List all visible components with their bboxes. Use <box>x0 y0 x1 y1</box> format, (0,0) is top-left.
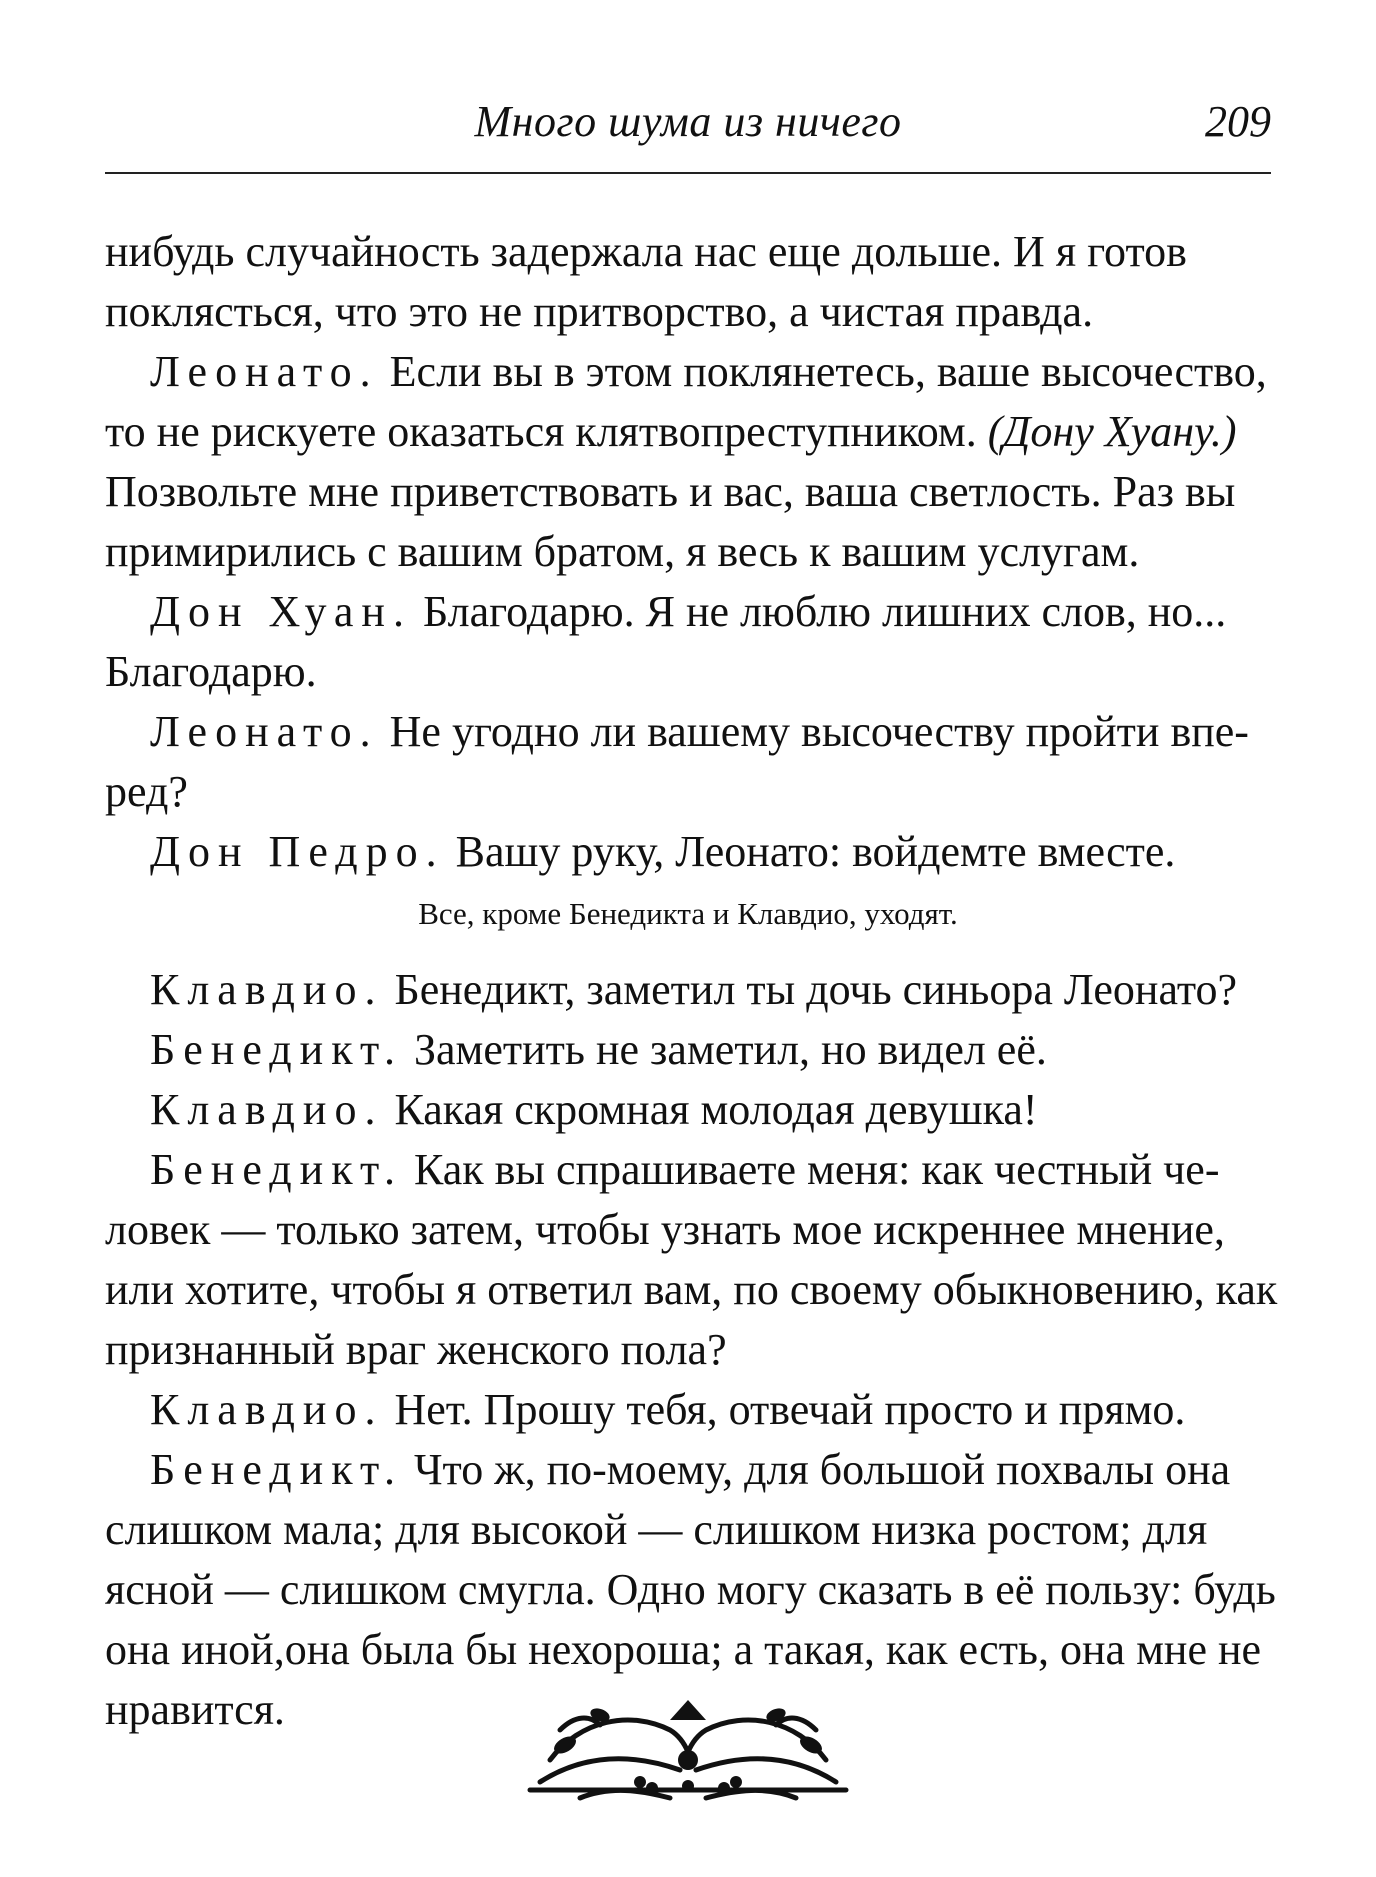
speaker-name: Клавдио. <box>150 1085 384 1134</box>
text-line <box>105 762 1271 822</box>
text-line <box>105 1440 1271 1500</box>
text-line <box>105 582 1271 642</box>
line-text: то не рискуете оказаться клятвопреступником. <box>105 407 988 456</box>
line-text: ясной — слишком смугла. Одно могу сказать в её пользу: будь <box>105 1565 1276 1614</box>
text-line <box>105 402 1271 462</box>
speaker-name: Клавдио. <box>150 1385 384 1434</box>
line-text: или хотите, чтобы я ответил вам, по своему обыкновению, как <box>105 1265 1278 1314</box>
line-text: Если вы в этом поклянетесь, ваше высочество, <box>378 347 1267 396</box>
text-line <box>105 462 1271 522</box>
text-line <box>105 1620 1271 1680</box>
speaker-name: Бенедикт. <box>150 1145 403 1194</box>
speaker-name: Клавдио. <box>150 965 384 1014</box>
speaker-name: Леонато. <box>150 347 379 396</box>
text-line <box>105 1140 1271 1200</box>
inline-stage-direction: (Дону Хуану.) <box>987 407 1237 456</box>
running-title: Много шума из ничего <box>474 97 902 146</box>
text-line <box>105 960 1271 1020</box>
line-text: Какая скромная молодая девушка! <box>383 1085 1038 1134</box>
line-text: ловек — только затем, чтобы узнать мое искреннее мнение, <box>105 1205 1225 1254</box>
text-line <box>105 282 1271 342</box>
line-text: поклясться, что это не притворство, а чистая правда. <box>105 287 1094 336</box>
page-number: 209 <box>1205 97 1271 146</box>
line-text: нравится. <box>105 1685 285 1734</box>
line-text: Как вы спрашиваете меня: как честный че- <box>402 1145 1220 1194</box>
text-line <box>105 702 1271 762</box>
speaker-name: Дон Педро. <box>150 827 445 876</box>
text-line <box>105 1380 1271 1440</box>
text-line <box>105 1320 1271 1380</box>
line-text: Не угодно ли вашему высочеству пройти впе- <box>378 707 1249 756</box>
line-text: примирились с вашим братом, я весь к вашим услугам. <box>105 527 1140 576</box>
text-line <box>105 822 1271 882</box>
text-line <box>105 1020 1271 1080</box>
line-text: Благодарю. <box>105 647 317 696</box>
line-text: Позвольте мне приветствовать и вас, ваша светлость. Раз вы <box>105 467 1236 516</box>
running-header <box>105 96 1271 156</box>
text-line <box>105 1200 1271 1260</box>
text-line <box>105 642 1271 702</box>
stage-direction: Все, кроме Бенедикта и Клавдио, уходят. <box>418 896 958 931</box>
text-line <box>105 1260 1278 1320</box>
text-line <box>105 1560 1276 1620</box>
speaker-name: Дон Хуан. <box>150 587 412 636</box>
speaker-name: Бенедикт. <box>150 1445 403 1494</box>
line-text: ред? <box>105 767 188 816</box>
line-text: Заметить не заметил, но видел её. <box>402 1025 1047 1074</box>
header-rule <box>105 172 1271 174</box>
text-line <box>105 342 1271 402</box>
line-text: Благодарю. Я не люблю лишних слов, но... <box>411 587 1227 636</box>
line-text: Вашу руку, Леонато: войдемте вместе. <box>444 827 1176 876</box>
text-line <box>105 1080 1271 1140</box>
floral-tailpiece-ornament-icon <box>520 1690 856 1808</box>
line-text: Бенедикт, заметил ты дочь синьора Леонато? <box>383 965 1238 1014</box>
text-line <box>105 522 1271 582</box>
line-text: Нет. Прошу тебя, отвечай просто и прямо. <box>383 1385 1186 1434</box>
line-text: она иной,она была бы нехороша; а такая, как есть, она мне не <box>105 1625 1262 1674</box>
line-text: Что ж, по-моему, для большой похвалы она <box>402 1445 1231 1494</box>
text-line <box>105 1500 1271 1560</box>
dialogue-block-2 <box>105 960 1278 1740</box>
dialogue-block-1 <box>105 222 1271 882</box>
text-line <box>105 222 1271 282</box>
line-text: нибудь случайность задержала нас еще дольше. И я готов <box>105 227 1187 276</box>
speaker-name: Леонато. <box>150 707 379 756</box>
line-text: признанный враг женского пола? <box>105 1325 727 1374</box>
page-body <box>105 222 1278 1740</box>
line-text: слишком мала; для высокой — слишком низка ростом; для <box>105 1505 1208 1554</box>
speaker-name: Бенедикт. <box>150 1025 403 1074</box>
